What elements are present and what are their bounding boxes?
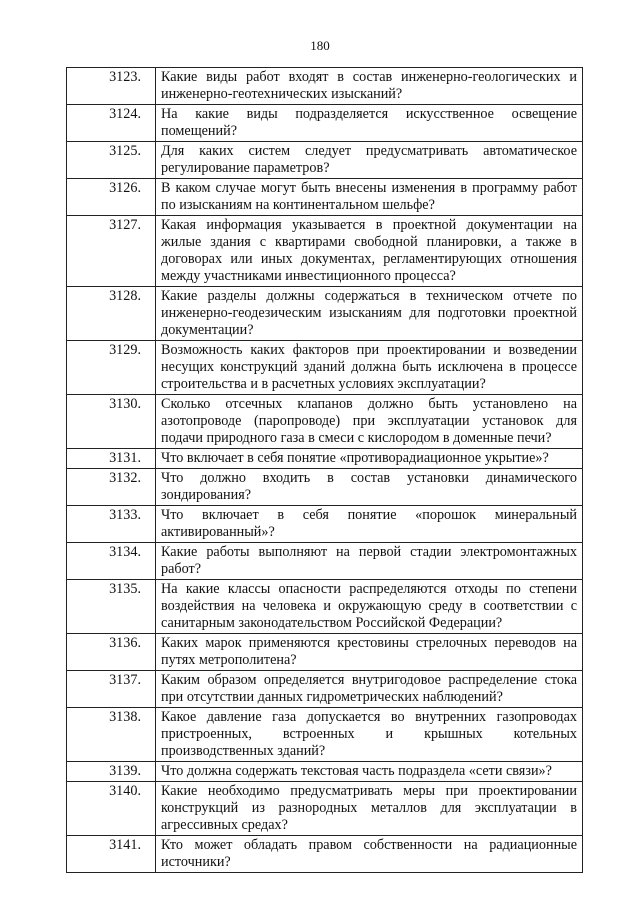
question-text: Для каких систем следует предусматривать автоматическое регулирование параметров?	[156, 142, 583, 179]
table-row	[67, 580, 583, 634]
question-text: Сколько отсечных клапанов должно быть установлено на азотопроводе (паропроводе) при эксплуатации установок для подачи природного газа в смеси с кислородом в доменные печи?	[156, 395, 583, 449]
table-row	[67, 762, 583, 782]
table-row	[67, 634, 583, 671]
table-row	[67, 216, 583, 287]
table-row	[67, 782, 583, 836]
question-number: 3130.	[67, 395, 156, 449]
question-text: Что должна содержать текстовая часть подраздела «сети связи»?	[156, 762, 583, 782]
page-number: 180	[310, 38, 330, 53]
questions-table-body	[67, 68, 583, 873]
question-text: Что должно входить в состав установки динамического зондирования?	[156, 469, 583, 506]
table-row	[67, 68, 583, 105]
table-row	[67, 671, 583, 708]
table-row	[67, 708, 583, 762]
table-row	[67, 179, 583, 216]
table-row	[67, 543, 583, 580]
question-number: 3126.	[67, 179, 156, 216]
table-row	[67, 395, 583, 449]
table-row	[67, 341, 583, 395]
table-row	[67, 287, 583, 341]
question-text: Какие работы выполняют на первой стадии электромонтажных работ?	[156, 543, 583, 580]
table-row	[67, 105, 583, 142]
question-text: В каком случае могут быть внесены изменения в программу работ по изысканиям на континентальном шельфе?	[156, 179, 583, 216]
question-number: 3129.	[67, 341, 156, 395]
question-number: 3137.	[67, 671, 156, 708]
question-number: 3127.	[67, 216, 156, 287]
question-number: 3140.	[67, 782, 156, 836]
table-row	[67, 469, 583, 506]
question-number: 3132.	[67, 469, 156, 506]
question-number: 3134.	[67, 543, 156, 580]
question-text: Какие виды работ входят в состав инженерно-геологических и инженерно-геотехнических изысканий?	[156, 68, 583, 105]
question-number: 3131.	[67, 449, 156, 469]
question-text: Какое давление газа допускается во внутренних газопроводах пристроенных, встроенных и крышных котельных производственных зданий?	[156, 708, 583, 762]
question-text: Каких марок применяются крестовины стрелочных переводов на путях метрополитена?	[156, 634, 583, 671]
question-number: 3133.	[67, 506, 156, 543]
question-text: Каким образом определяется внутригодовое распределение стока при отсутствии данных гидрометрических наблюдений?	[156, 671, 583, 708]
question-number: 3136.	[67, 634, 156, 671]
questions-table	[66, 67, 583, 873]
question-text: Возможность каких факторов при проектировании и возведении несущих конструкций зданий должна быть исключена в процессе строительства и в расчетных условиях эксплуатации?	[156, 341, 583, 395]
table-row	[67, 449, 583, 469]
table-row	[67, 836, 583, 873]
question-text: Какие разделы должны содержаться в техническом отчете по инженерно-геодезическим изысканиям для подготовки проектной документации?	[156, 287, 583, 341]
question-number: 3128.	[67, 287, 156, 341]
question-text: Что включает в себя понятие «порошок минеральный активированный»?	[156, 506, 583, 543]
question-number: 3135.	[67, 580, 156, 634]
question-text: Какие необходимо предусматривать меры при проектировании конструкций из разнородных металлов для эксплуатации в агрессивных средах?	[156, 782, 583, 836]
question-text: Кто может обладать правом собственности на радиационные источники?	[156, 836, 583, 873]
question-text: Какая информация указывается в проектной документации на жилые здания с квартирами свободной планировки, а также в договорах или иных документах, регламентирующих отношения между участниками инвестиционного процесса?	[156, 216, 583, 287]
question-text: На какие классы опасности распределяются отходы по степени воздействия на человека и окружающую среду в соответствии с санитарным законодательством Российской Федерации?	[156, 580, 583, 634]
question-number: 3141.	[67, 836, 156, 873]
question-text: На какие виды подразделяется искусственное освещение помещений?	[156, 105, 583, 142]
question-number: 3124.	[67, 105, 156, 142]
question-number: 3139.	[67, 762, 156, 782]
table-row	[67, 506, 583, 543]
table-row	[67, 142, 583, 179]
question-number: 3138.	[67, 708, 156, 762]
question-text: Что включает в себя понятие «противорадиационное укрытие»?	[156, 449, 583, 469]
question-number: 3123.	[67, 68, 156, 105]
question-number: 3125.	[67, 142, 156, 179]
